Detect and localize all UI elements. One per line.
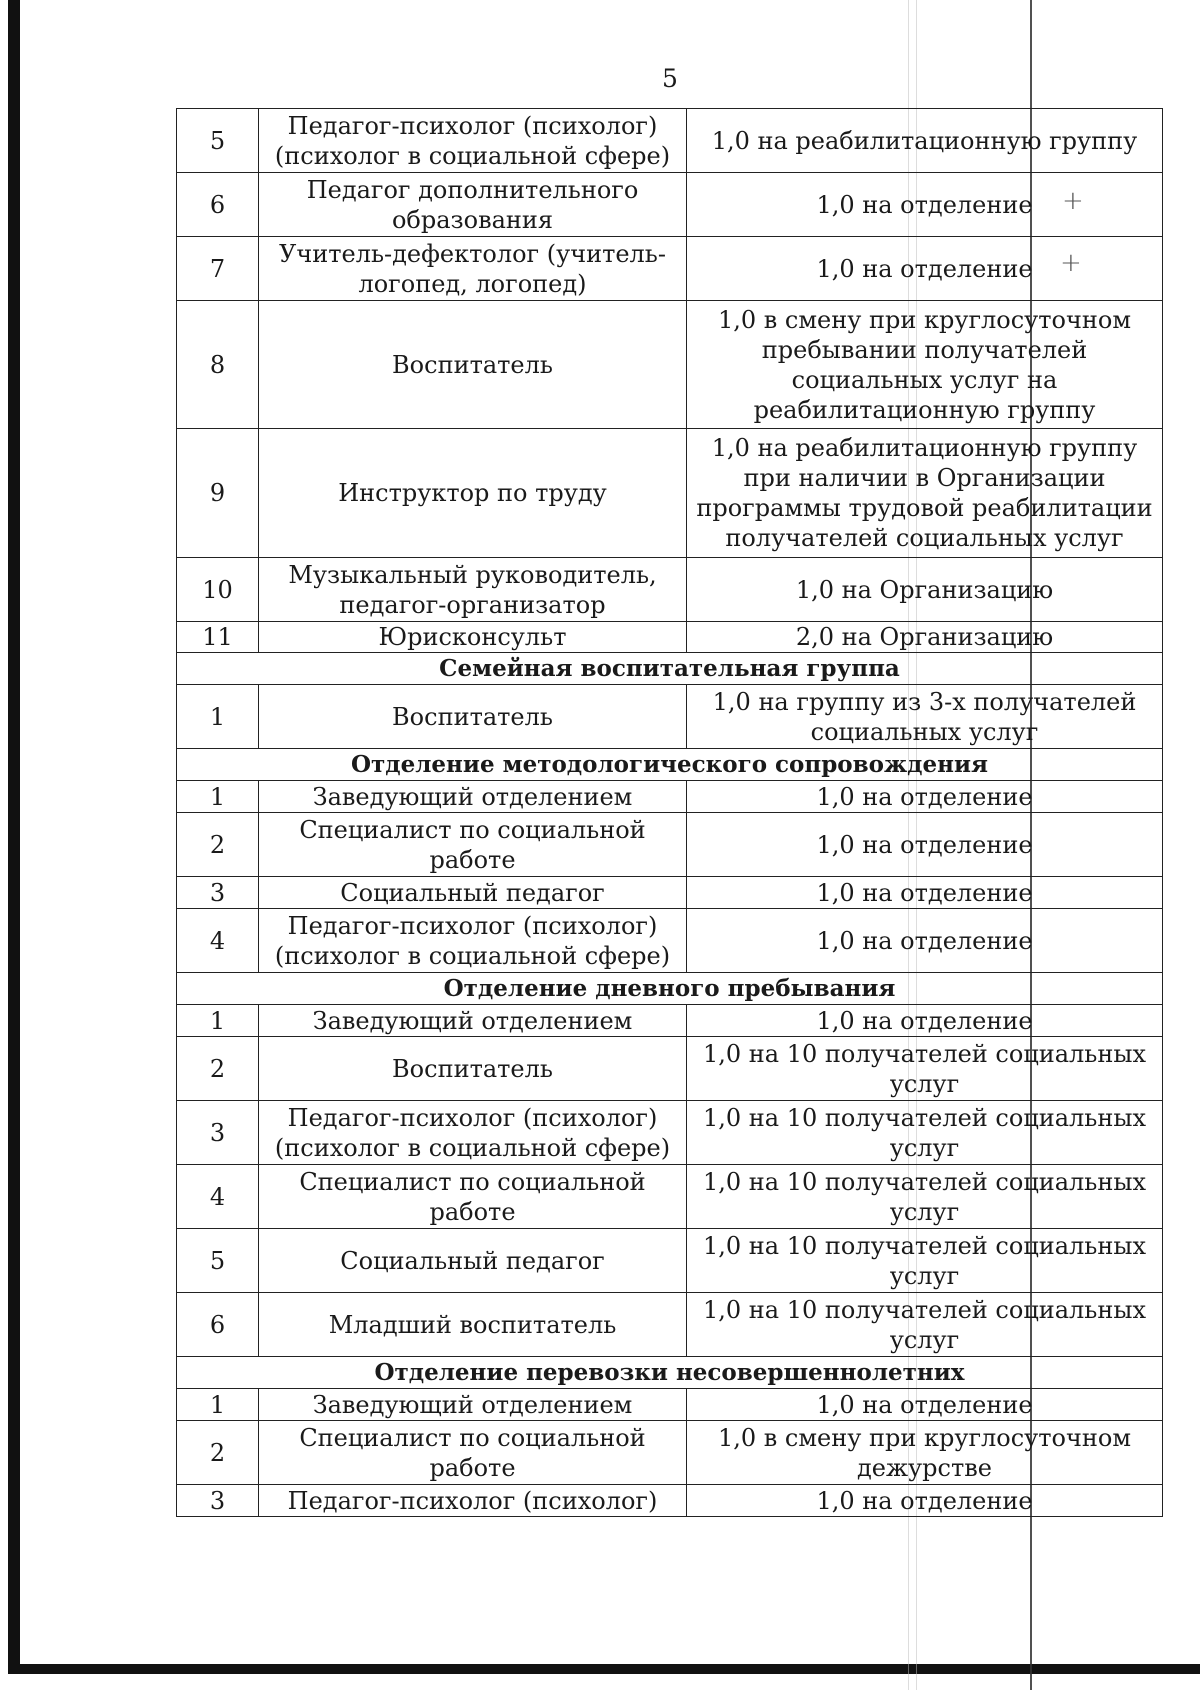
row-number: 10 <box>177 558 259 622</box>
row-number: 6 <box>177 173 259 237</box>
staffing-norm: 1,0 на отделение <box>687 781 1163 813</box>
table-row <box>177 1293 1163 1357</box>
position-name: Педагог-психолог (психолог) (психолог в социальной сфере) <box>259 109 687 173</box>
table-row <box>177 301 1163 429</box>
row-number: 8 <box>177 301 259 429</box>
staff-norms-table <box>176 108 1163 1517</box>
table-row <box>177 429 1163 558</box>
position-name: Музыкальный руководитель, педагог-организатор <box>259 558 687 622</box>
position-name: Заведующий отделением <box>259 781 687 813</box>
position-name: Воспитатель <box>259 1037 687 1101</box>
section-row <box>177 973 1163 1005</box>
handwritten-check-mark: + <box>1060 248 1082 278</box>
position-name: Социальный педагог <box>259 1229 687 1293</box>
staffing-norm: 1,0 на отделение <box>687 173 1163 237</box>
position-name: Социальный педагог <box>259 877 687 909</box>
row-number: 1 <box>177 781 259 813</box>
staffing-norm: 1,0 на группу из 3-х получателей социальных услуг <box>687 685 1163 749</box>
staffing-norm: 1,0 на отделение <box>687 877 1163 909</box>
row-number: 5 <box>177 1229 259 1293</box>
table-row <box>177 1005 1163 1037</box>
position-name: Заведующий отделением <box>259 1389 687 1421</box>
row-number: 5 <box>177 109 259 173</box>
position-name: Специалист по социальной работе <box>259 813 687 877</box>
table-row <box>177 1421 1163 1485</box>
table-row <box>177 1165 1163 1229</box>
position-name: Специалист по социальной работе <box>259 1421 687 1485</box>
staffing-norm: 1,0 на отделение <box>687 909 1163 973</box>
row-number: 9 <box>177 429 259 558</box>
row-number: 7 <box>177 237 259 301</box>
section-title: Отделение перевозки несовершеннолетних <box>177 1357 1163 1389</box>
position-name: Педагог-психолог (психолог) (психолог в социальной сфере) <box>259 1101 687 1165</box>
scan-bottom-border <box>8 1664 1200 1674</box>
staffing-norm: 1,0 на 10 получателей социальных услуг <box>687 1293 1163 1357</box>
table-row <box>177 109 1163 173</box>
staffing-norm: 1,0 на отделение <box>687 237 1163 301</box>
section-title: Отделение дневного пребывания <box>177 973 1163 1005</box>
handwritten-check-mark: + <box>1062 186 1084 216</box>
staffing-norm: 1,0 на 10 получателей социальных услуг <box>687 1165 1163 1229</box>
section-row <box>177 1357 1163 1389</box>
table-row <box>177 1389 1163 1421</box>
staffing-norm: 1,0 на реабилитационную группу <box>687 109 1163 173</box>
section-row <box>177 653 1163 685</box>
position-name: Педагог-психолог (психолог) (психолог в социальной сфере) <box>259 909 687 973</box>
table-row <box>177 813 1163 877</box>
position-name: Воспитатель <box>259 301 687 429</box>
scan-left-border <box>8 0 20 1670</box>
staffing-norm: 1,0 на отделение <box>687 813 1163 877</box>
position-name: Заведующий отделением <box>259 1005 687 1037</box>
row-number: 11 <box>177 622 259 653</box>
staffing-norm: 2,0 на Организацию <box>687 622 1163 653</box>
row-number: 3 <box>177 1485 259 1517</box>
position-name: Педагог-психолог (психолог) <box>259 1485 687 1517</box>
staffing-norm: 1,0 на реабилитационную группу при наличии в Организации программы трудовой реабилитации получателей социальных услуг <box>687 429 1163 558</box>
row-number: 4 <box>177 909 259 973</box>
row-number: 6 <box>177 1293 259 1357</box>
position-name: Юрисконсульт <box>259 622 687 653</box>
section-row <box>177 749 1163 781</box>
table-row <box>177 558 1163 622</box>
staffing-norm: 1,0 на 10 получателей социальных услуг <box>687 1229 1163 1293</box>
position-name: Воспитатель <box>259 685 687 749</box>
table-row <box>177 622 1163 653</box>
section-title: Семейная воспитательная группа <box>177 653 1163 685</box>
position-name: Специалист по социальной работе <box>259 1165 687 1229</box>
staffing-norm: 1,0 на Организацию <box>687 558 1163 622</box>
page-number: 5 <box>662 64 678 93</box>
row-number: 3 <box>177 1101 259 1165</box>
table-row <box>177 781 1163 813</box>
staffing-norm: 1,0 на 10 получателей социальных услуг <box>687 1101 1163 1165</box>
table-row <box>177 173 1163 237</box>
section-title: Отделение методологического сопровождения <box>177 749 1163 781</box>
staffing-norm: 1,0 на отделение <box>687 1005 1163 1037</box>
staffing-norm: 1,0 на отделение <box>687 1389 1163 1421</box>
row-number: 2 <box>177 1421 259 1485</box>
staffing-norm: 1,0 на отделение <box>687 1485 1163 1517</box>
table-row <box>177 877 1163 909</box>
position-name: Учитель-дефектолог (учитель-логопед, логопед) <box>259 237 687 301</box>
table-row <box>177 1229 1163 1293</box>
table-row <box>177 237 1163 301</box>
staffing-norm: 1,0 на 10 получателей социальных услуг <box>687 1037 1163 1101</box>
row-number: 1 <box>177 1389 259 1421</box>
table-row <box>177 1101 1163 1165</box>
position-name: Инструктор по труду <box>259 429 687 558</box>
row-number: 3 <box>177 877 259 909</box>
table-row <box>177 1485 1163 1517</box>
row-number: 4 <box>177 1165 259 1229</box>
position-name: Педагог дополнительного образования <box>259 173 687 237</box>
table-row <box>177 909 1163 973</box>
row-number: 1 <box>177 1005 259 1037</box>
row-number: 1 <box>177 685 259 749</box>
table-row <box>177 685 1163 749</box>
row-number: 2 <box>177 813 259 877</box>
staffing-norm: 1,0 в смену при круглосуточном пребывании получателей социальных услуг на реабилитационную группу <box>687 301 1163 429</box>
staffing-norm: 1,0 в смену при круглосуточном дежурстве <box>687 1421 1163 1485</box>
row-number: 2 <box>177 1037 259 1101</box>
table-row <box>177 1037 1163 1101</box>
position-name: Младший воспитатель <box>259 1293 687 1357</box>
